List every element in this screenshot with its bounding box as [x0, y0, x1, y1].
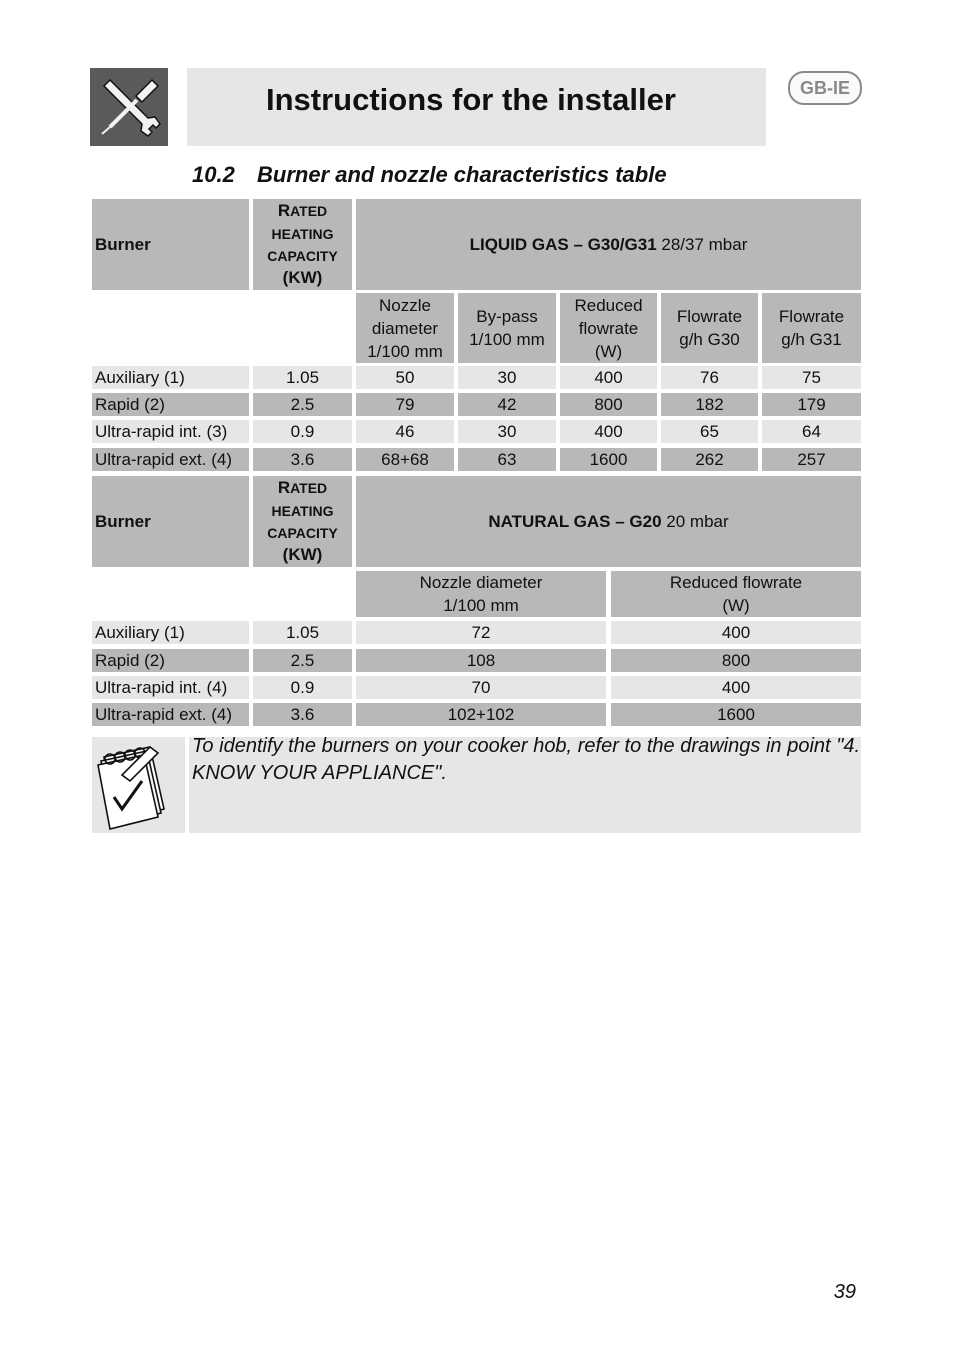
- lpg-column-header: [458, 293, 556, 363]
- lpg-row-value: 179: [762, 393, 861, 416]
- ng-row-value: 108: [356, 649, 606, 672]
- note-text: To identify the burners on your cooker hob, refer to the drawings in point "4. KNOW YOUR APPLIANCE".: [192, 735, 860, 784]
- ng-row-value: 1.05: [253, 621, 352, 644]
- lpg-row-value: 75: [762, 366, 861, 389]
- ng-row-burner: Rapid (2): [92, 649, 249, 672]
- lpg-column-header: [356, 293, 454, 363]
- ng-row-value: 0.9: [253, 676, 352, 699]
- lpg-row-value: 400: [560, 366, 657, 389]
- lpg-column-header-line: diameter: [371, 318, 439, 338]
- ng-rated-capacity-header: RATED HEATING CAPACITY (KW): [253, 476, 352, 567]
- lpg-column-header-line: Flowrate: [778, 307, 845, 326]
- language-badge: GB-IE: [788, 71, 862, 105]
- lpg-row-value: 800: [560, 393, 657, 416]
- lpg-column-header-line: Reduced: [574, 295, 643, 315]
- lpg-row-value: 257: [762, 448, 861, 471]
- ng-column-header-line: Reduced flowrate: [669, 573, 803, 592]
- lpg-row-burner: Auxiliary (1): [92, 366, 249, 389]
- lpg-column-header-line: Flowrate: [676, 307, 743, 326]
- page-number: 39: [833, 1281, 856, 1303]
- lpg-row-value: 30: [458, 366, 556, 389]
- ng-row-value: 102+102: [356, 703, 606, 726]
- ng-row-value: 72: [356, 621, 606, 644]
- lpg-column-header-line: g/h G31: [781, 330, 842, 349]
- lpg-rated-capacity-header: RATED HEATING CAPACITY (KW): [253, 199, 352, 290]
- lpg-row-value: 3.6: [253, 448, 352, 471]
- page-title: Instructions for the installer: [266, 82, 676, 117]
- section-title: [192, 162, 667, 188]
- ng-column-header-line: (W): [722, 596, 750, 615]
- ng-row-value: 2.5: [253, 649, 352, 672]
- lpg-column-header: [560, 293, 657, 363]
- ng-column-header-line: 1/100 mm: [443, 596, 519, 615]
- lpg-row-value: 30: [458, 420, 556, 443]
- lpg-row-value: 400: [560, 420, 657, 443]
- section-number: 10.2: [192, 162, 235, 187]
- tools-icon: [90, 68, 168, 146]
- lpg-row-burner: Rapid (2): [92, 393, 249, 416]
- lpg-column-header: [661, 293, 758, 363]
- ng-row-value: 400: [611, 621, 861, 644]
- lpg-row-burner: Ultra-rapid int. (3): [92, 420, 249, 443]
- lpg-row-value: 42: [458, 393, 556, 416]
- section-heading: Burner and nozzle characteristics table: [257, 162, 667, 187]
- lpg-row-value: 50: [356, 366, 454, 389]
- lpg-row-value: 65: [661, 420, 758, 443]
- lpg-row-value: 182: [661, 393, 758, 416]
- lpg-row-value: 1600: [560, 448, 657, 471]
- ng-column-header-line: Nozzle diameter: [419, 573, 543, 592]
- lpg-column-header-line: g/h G30: [679, 330, 740, 349]
- lpg-column-header-line: Nozzle: [379, 295, 431, 315]
- lpg-row-value: 262: [661, 448, 758, 471]
- lpg-column-header-line: 1/100 mm: [469, 330, 545, 349]
- lpg-row-value: 76: [661, 366, 758, 389]
- lpg-row-value: 46: [356, 420, 454, 443]
- title-bar: [187, 68, 766, 146]
- lpg-row-value: 68+68: [356, 448, 454, 471]
- lpg-column-header-line: flowrate: [578, 318, 639, 338]
- ng-row-burner: Ultra-rapid int. (4): [92, 676, 249, 699]
- ng-gas-type-header: NATURAL GAS – G20 20 mbar: [356, 476, 861, 567]
- ng-row-value: 800: [611, 649, 861, 672]
- lpg-row-value: 0.9: [253, 420, 352, 443]
- ng-column-header: [611, 571, 861, 617]
- lpg-row-value: 79: [356, 393, 454, 416]
- ng-burner-header: Burner: [92, 476, 249, 567]
- lpg-row-value: 1.05: [253, 366, 352, 389]
- lpg-row-value: 64: [762, 420, 861, 443]
- lpg-row-value: 63: [458, 448, 556, 471]
- lpg-column-header-line: By-pass: [476, 307, 538, 326]
- lpg-column-header-line: 1/100 mm: [367, 341, 443, 361]
- notepad-check-icon: [92, 737, 185, 833]
- lpg-gas-type-header: LIQUID GAS – G30/G31 28/37 mbar: [356, 199, 861, 290]
- lpg-row-burner: Ultra-rapid ext. (4): [92, 448, 249, 471]
- ng-row-burner: Auxiliary (1): [92, 621, 249, 644]
- lpg-column-header-line: (W): [594, 341, 623, 361]
- ng-row-burner: Ultra-rapid ext. (4): [92, 703, 249, 726]
- ng-row-value: 70: [356, 676, 606, 699]
- ng-row-value: 1600: [611, 703, 861, 726]
- ng-column-header: [356, 571, 606, 617]
- ng-row-value: 3.6: [253, 703, 352, 726]
- ng-row-value: 400: [611, 676, 861, 699]
- lpg-row-value: 2.5: [253, 393, 352, 416]
- lpg-burner-header: Burner: [92, 199, 249, 290]
- lpg-column-header: [762, 293, 861, 363]
